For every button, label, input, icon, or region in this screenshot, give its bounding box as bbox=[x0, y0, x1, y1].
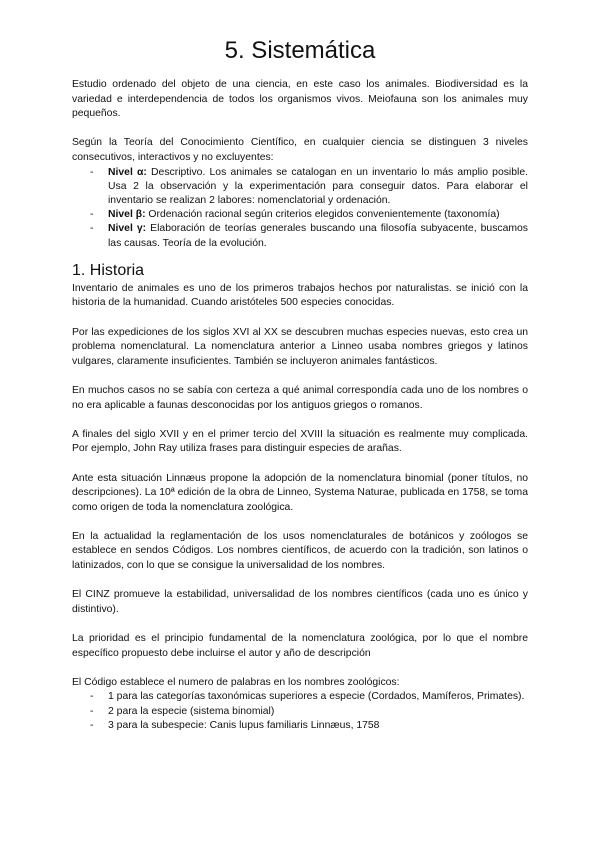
history-paragraph: El Código establece el numero de palabras en los nombres zoológicos: bbox=[72, 676, 400, 688]
level-label: Nivel α: bbox=[108, 166, 147, 178]
word-count-list bbox=[72, 690, 528, 733]
level-label: Nivel γ: bbox=[108, 223, 147, 235]
level-text: Ordenación racional según criterios elegidos convenientemente (taxonomía) bbox=[145, 209, 500, 221]
intro-paragraph: Estudio ordenado del objeto de una ciencia, en este caso los animales. Biodiversidad es la variedad e interdependencia de todos los organismos vivos. Meiofauna son los animales muy pequeños. bbox=[72, 79, 528, 120]
section-heading: 1. Historia bbox=[72, 261, 145, 279]
theory-intro: Según la Teoría del Conocimiento Científico, en cualquier ciencia se distinguen 3 niveles consecutivos, interactivos y no excluyentes: bbox=[72, 137, 528, 163]
bullet-dash: - bbox=[90, 223, 94, 235]
level-text: Elaboración de teorías generales buscando una filosofía subyacente, buscamos las causas. Teoría de la evolución. bbox=[108, 223, 528, 249]
history-paragraph: Por las expediciones de los siglos XVI al XX se descubren muchas especies nuevas, esto crea un problema nomenclatural. La nomenclatura anterior a Linneo usaba nombres griegos y latinos vulgares, claramente insuficientes. También se incluyeron animales fantásticos. bbox=[72, 326, 528, 367]
list-item bbox=[72, 719, 528, 733]
list-item bbox=[72, 705, 528, 719]
history-paragraph: La prioridad es el principio fundamental de la nomenclatura zoológica, por lo que el nombre específico propuesto debe incluirse el autor y año de descripción bbox=[72, 633, 528, 659]
history-paragraph: Ante esta situación Linnæus propone la adopción de la nomenclatura binomial (poner títulos, no descripciones). La 10ª edición de la obra de Linneo, Systema Naturae, publicada en 1758, se toma como origen de toda la nomenclatura zoológica. bbox=[72, 472, 528, 513]
level-beta bbox=[72, 208, 528, 222]
bullet-dash: - bbox=[90, 719, 94, 731]
history-paragraph: En la actualidad la reglamentación de los usos nomenclaturales de botánicos y zoólogos se establece en sendos Códigos. Los nombres científicos, de acuerdo con la tradición, son latinos o latinizados, con lo que se consigue la universalidad de los nombres. bbox=[72, 530, 528, 572]
bullet-dash: - bbox=[90, 166, 94, 178]
history-paragraph: A finales del siglo XVII y en el primer tercio del XVIII la situación es realmente muy complicada. Por ejemplo, John Ray utiliza frases para distinguir especies de arañas. bbox=[72, 428, 528, 455]
list-item-text: 2 para la especie (sistema binomial) bbox=[108, 705, 275, 717]
level-alpha bbox=[72, 166, 528, 209]
levels-list bbox=[72, 166, 528, 251]
level-label: Nivel β: bbox=[108, 209, 146, 221]
history-paragraph: Inventario de animales es uno de los primeros trabajos hechos por naturalistas. se inició con la historia de la humanidad. Cuando aristóteles 500 especies conocidas. bbox=[72, 282, 528, 309]
list-item-text: 1 para las categorías taxonómicas superiores a especie (Cordados, Mamíferos, Primates). bbox=[108, 691, 525, 703]
page-title: 5. Sistemática bbox=[224, 37, 376, 64]
history-paragraph: En muchos casos no se sabía con certeza a qué animal correspondía cada uno de los nombres o no era aplicable a faunas desconocidas por los antiguos griegos o romanos. bbox=[72, 384, 528, 411]
level-text: Descriptivo. Los animales se catalogan en un inventario lo más amplio posible. Usa 2 la observación y la experimentación para conseguir datos. Para elaborar el inventario se realizan 2 labores: nomenclatorial y ordenación. bbox=[108, 166, 528, 206]
bullet-dash: - bbox=[90, 705, 94, 717]
list-item bbox=[72, 690, 528, 704]
list-item-text: 3 para la subespecie: Canis lupus familiaris Linnæus, 1758 bbox=[108, 719, 380, 731]
history-paragraph: El CINZ promueve la estabilidad, universalidad de los nombres científicos (cada uno es único y distintivo). bbox=[72, 589, 528, 615]
bullet-dash: - bbox=[90, 691, 94, 703]
bullet-dash: - bbox=[90, 209, 94, 221]
document-page bbox=[72, 36, 528, 741]
level-gamma bbox=[72, 222, 528, 250]
